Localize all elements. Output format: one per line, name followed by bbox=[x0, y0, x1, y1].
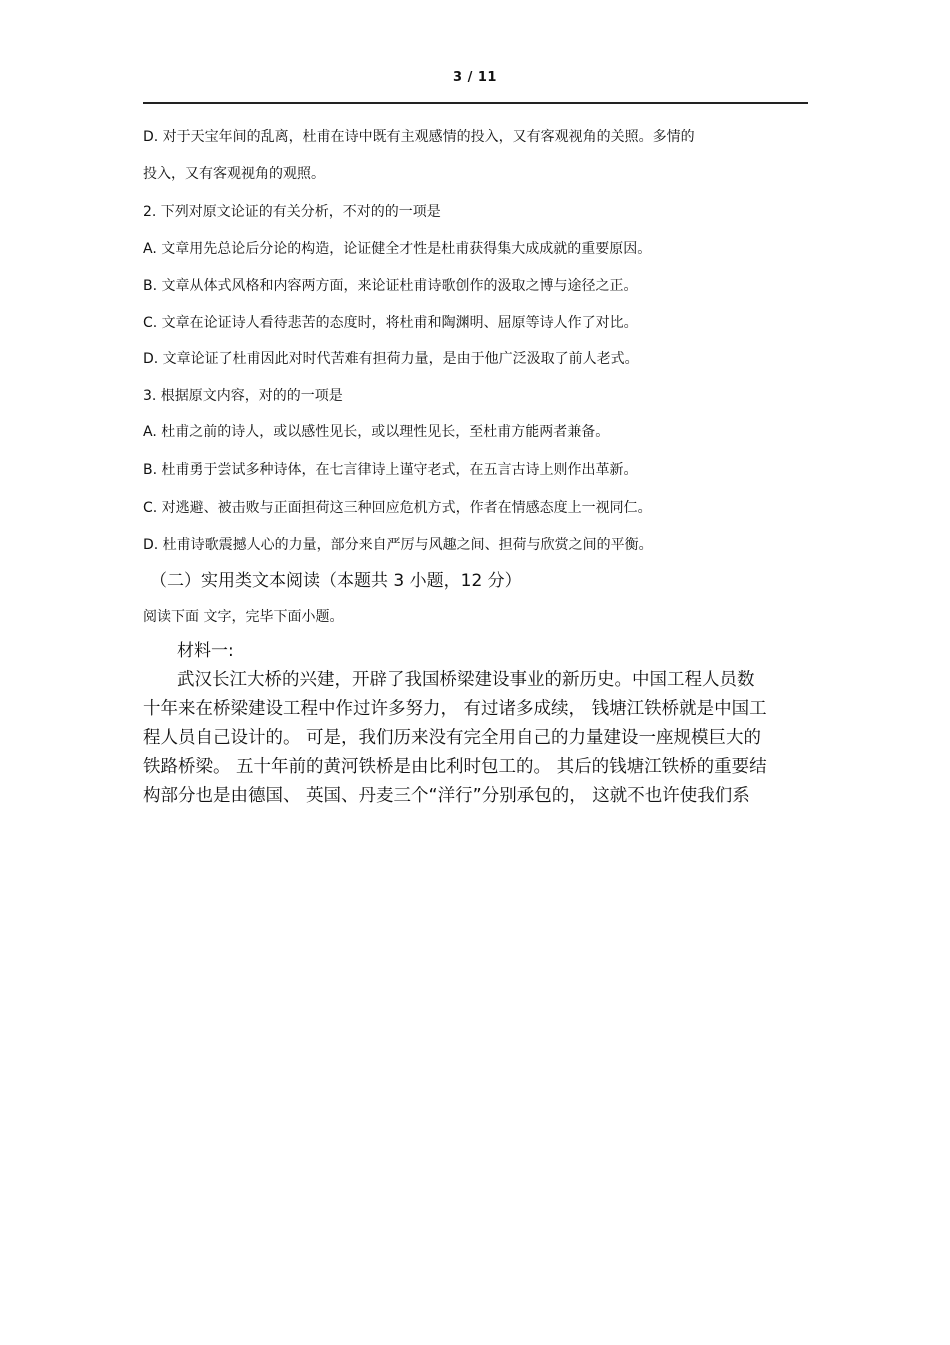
question2-option-a: A. 文章用先总论后分论的构造，论证健全才性是杜甫获得集大成成就的重要原因。 bbox=[143, 241, 652, 257]
question2-option-d: D. 文章论证了杜甫因此对时代苦难有担荷力量，是由于他广泛汲取了前人老式。 bbox=[143, 351, 639, 367]
question2-option-b: B. 文章从体式风格和内容两方面，来论证杜甫诗歌创作的汲取之博与途径之正。 bbox=[143, 278, 638, 294]
material-paragraph-line: 铁路桥梁。 五十年前的黄河铁桥是由比利时包工的。 其后的钱塘江铁桥的重要结 bbox=[143, 757, 767, 777]
q1-option-d-line1: D. 对于天宝年间的乱离，杜甫在诗中既有主观感情的投入，又有客观视角的关照。多情的 bbox=[143, 129, 695, 145]
material-paragraph-line: 构部分也是由德国、 英国、丹麦三个“洋行”分别承包的， 这就不也许使我们系 bbox=[143, 786, 750, 806]
question3-option-c: C. 对逃避、被击败与正面担荷这三种回应危机方式，作者在情感态度上一视同仁。 bbox=[143, 500, 652, 516]
page-number: 3 / 11 bbox=[453, 70, 497, 85]
material-paragraph-line: 十年来在桥梁建设工程中作过许多努力， 有过诸多成续， 钱塘江铁桥就是中国工 bbox=[143, 699, 767, 719]
reading-instruction: 阅读下面 文字，完毕下面小题。 bbox=[143, 609, 344, 625]
question2-stem: 2. 下列对原文论证的有关分析，不对的的一项是 bbox=[143, 204, 441, 220]
question3-option-a: A. 杜甫之前的诗人，或以感性见长，或以理性见长，至杜甫方能两者兼备。 bbox=[143, 424, 610, 440]
section-heading: （二）实用类文本阅读（本题共 3 小题，12 分） bbox=[150, 571, 522, 591]
question2-option-c: C. 文章在论证诗人看待悲苦的态度时，将杜甫和陶渊明、屈原等诗人作了对比。 bbox=[143, 315, 638, 331]
q1-option-d-line2: 投入，又有客观视角的观照。 bbox=[143, 166, 325, 182]
question3-option-b: B. 杜甫勇于尝试多种诗体，在七言律诗上谨守老式，在五言古诗上则作出革新。 bbox=[143, 462, 638, 478]
question3-option-d: D. 杜甫诗歌震撼人心的力量，部分来自严厉与风趣之间、担荷与欣赏之间的平衡。 bbox=[143, 537, 653, 553]
question3-stem: 3. 根据原文内容，对的的一项是 bbox=[143, 388, 343, 404]
material-label: 材料一: bbox=[177, 641, 234, 661]
header-divider bbox=[143, 102, 808, 104]
material-paragraph-line: 程人员自己设计的。 可是，我们历来没有完全用自己的力量建设一座规模巨大的 bbox=[143, 728, 762, 748]
material-paragraph-line: 武汉长江大桥的兴建，开辟了我国桥梁建设事业的新历史。中国工程人员数 bbox=[177, 670, 755, 690]
